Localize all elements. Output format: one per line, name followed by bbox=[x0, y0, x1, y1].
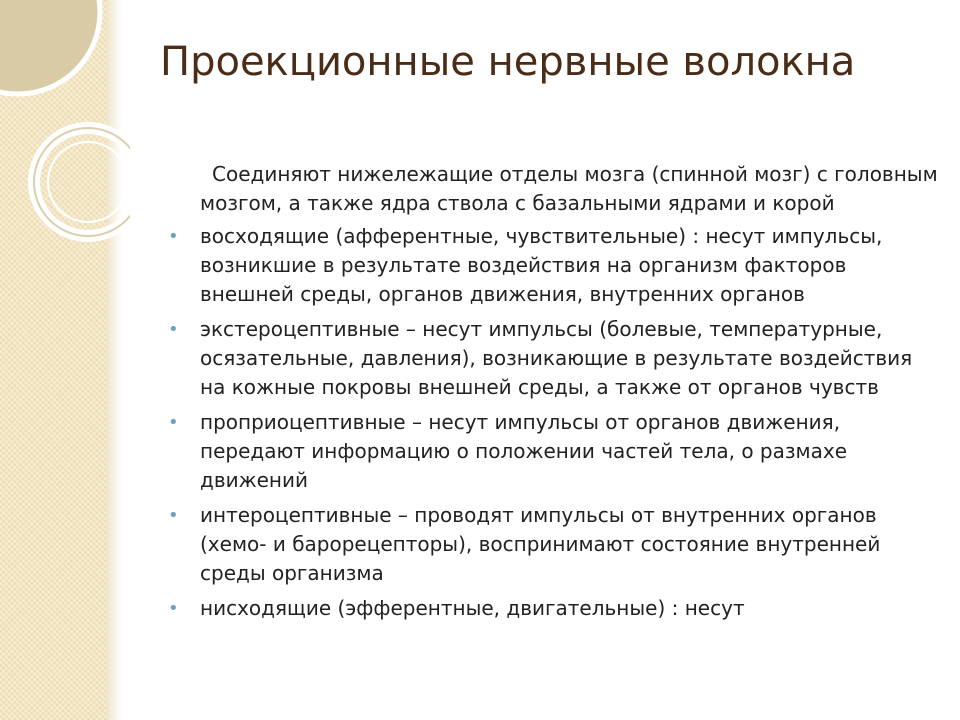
bullet-list bbox=[168, 222, 938, 623]
bullet-icon: • bbox=[168, 319, 179, 340]
list-item bbox=[168, 222, 938, 309]
list-item bbox=[168, 315, 938, 402]
bullet-text: восходящие (афферентные, чувствительные) : несут импульсы, возникшие в результате воздействия на организм факторов внешней среды, органов движения, внутренних органов bbox=[200, 224, 883, 306]
intro-paragraph: Соединяют нижележащие отделы мозга (спинной мозг) с головным мозгом, а также ядра ствола с базальными ядрами и корой bbox=[200, 162, 938, 215]
bullet-icon: • bbox=[168, 598, 179, 619]
bullet-text: экстероцептивные – несут импульсы (болевые, температурные, осязательные, давления), возникающие в результате воздействия на кожные покровы внешней среды, а также от органов чувств bbox=[200, 317, 913, 399]
list-item bbox=[168, 501, 938, 588]
bullet-text: интероцептивные – проводят импульсы от внутренних органов (хемо- и барорецепторы), воспринимают состояние внутренней среды организма bbox=[200, 503, 881, 585]
bullet-icon: • bbox=[168, 505, 179, 526]
bullet-text: проприоцептивные – несут импульсы от органов движения, передают информацию о положении частей тела, о размахе движений bbox=[200, 410, 847, 492]
slide-body bbox=[168, 160, 938, 629]
bullet-text: нисходящие (эфферентные, двигательные) : несут bbox=[200, 596, 745, 620]
list-item bbox=[168, 408, 938, 495]
decorative-circles bbox=[0, 0, 130, 260]
bullet-icon: • bbox=[168, 412, 179, 433]
list-item bbox=[168, 594, 938, 623]
slide-title: Проекционные нервные волокна bbox=[160, 39, 856, 85]
bullet-icon: • bbox=[168, 226, 179, 247]
